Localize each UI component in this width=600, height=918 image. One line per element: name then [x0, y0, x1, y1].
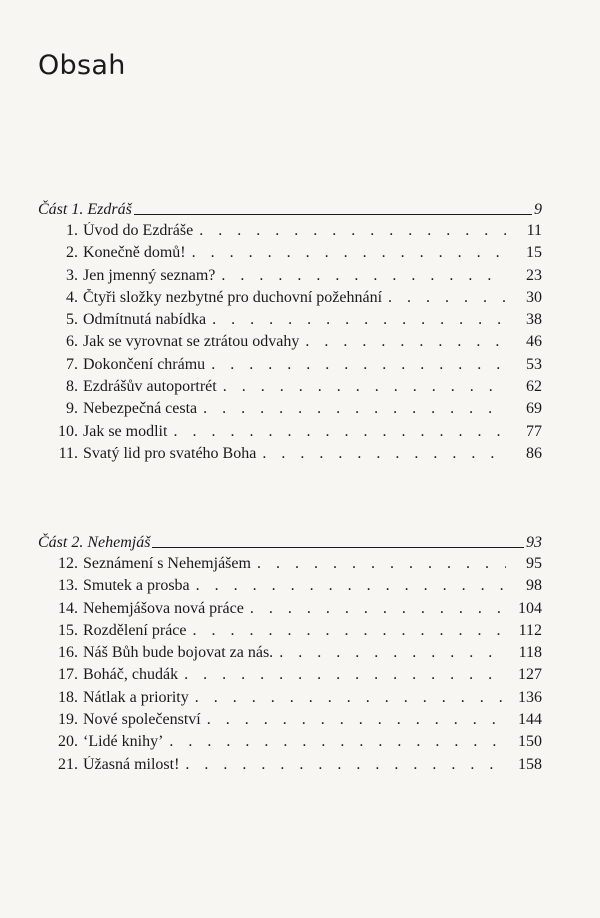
heading-rule [152, 547, 524, 548]
entry-page: 127 [518, 666, 542, 684]
toc-entries [38, 222, 542, 467]
entry-number: 15. [58, 621, 78, 639]
toc-part-1 [38, 197, 542, 467]
entry-title: Nové společenství [83, 711, 201, 729]
entry-number: 13. [58, 577, 78, 595]
entry-number: 9. [66, 400, 78, 418]
part-heading [38, 530, 542, 552]
entry-page: 46 [526, 333, 542, 351]
entry-title: ‘Lidé knihy’ [83, 733, 164, 751]
entry-title: Svatý lid pro svatého Boha [83, 444, 257, 462]
entry-title: Dokončení chrámu [83, 355, 206, 373]
dot-leader [212, 311, 506, 329]
dot-leader [257, 555, 506, 573]
entry-title: Ezdrášův autoportrét [83, 378, 217, 396]
toc-entry [38, 333, 542, 355]
entry-page: 11 [526, 222, 542, 239]
entry-page: 144 [518, 711, 542, 729]
entry-number: 10. [58, 422, 78, 440]
entry-page: 118 [518, 644, 542, 662]
part-page-number: 9 [534, 201, 542, 218]
entry-number: 17. [58, 666, 78, 684]
toc-entry [38, 756, 542, 778]
entry-title: Smutek a prosba [83, 577, 190, 595]
dot-leader [279, 644, 506, 662]
part-heading [38, 197, 542, 219]
dot-leader [221, 267, 506, 285]
entry-page: 38 [526, 311, 542, 329]
toc-entry [38, 689, 542, 711]
entry-page: 23 [526, 266, 542, 284]
toc-entry [38, 445, 542, 467]
entry-title: Úvod do Ezdráše [83, 222, 194, 239]
entry-number: 19. [58, 711, 78, 729]
entry-page: 158 [518, 755, 542, 773]
entry-title: Jak se modlit [83, 422, 168, 440]
toc-entry [38, 311, 542, 333]
entry-page: 95 [526, 555, 542, 572]
dot-leader [193, 622, 507, 640]
toc-entry [38, 711, 542, 733]
entry-page: 30 [526, 288, 542, 306]
entry-page: 15 [526, 244, 542, 262]
entry-page: 136 [518, 688, 542, 706]
entry-title: Rozdělení práce [83, 621, 187, 639]
dot-leader [262, 445, 506, 463]
toc-entry [38, 622, 542, 644]
dot-leader [207, 711, 506, 729]
entry-title: Boháč, chudák [83, 666, 179, 684]
page-title: Obsah [38, 50, 126, 81]
toc-part-2 [38, 530, 542, 778]
entry-page: 98 [526, 577, 542, 595]
dot-leader [173, 423, 506, 441]
toc-entry [38, 423, 542, 445]
entry-title: Jak se vyrovnat se ztrátou odvahy [83, 333, 300, 351]
entry-page: 53 [526, 355, 542, 373]
toc-entry [38, 289, 542, 311]
toc-entry [38, 577, 542, 599]
entry-page: 86 [526, 444, 542, 462]
entry-number: 7. [66, 355, 78, 373]
entry-page: 112 [518, 621, 542, 639]
toc-entry [38, 222, 542, 244]
toc-entry [38, 267, 542, 289]
entry-number: 21. [58, 755, 78, 773]
entry-title: Odmítnutá nabídka [83, 311, 207, 329]
dot-leader [203, 400, 506, 418]
entry-page: 104 [518, 599, 542, 617]
entry-number: 5. [66, 311, 78, 329]
entry-title: Seznámení s Nehemjášem [83, 555, 251, 572]
entry-title: Úžasná milost! [83, 755, 180, 773]
entry-page: 62 [526, 378, 542, 396]
entry-number: 12. [58, 555, 78, 572]
dot-leader [388, 289, 506, 307]
entry-number: 11. [58, 444, 78, 462]
entry-number: 20. [58, 733, 78, 751]
entry-title: Jen jmenný seznam? [83, 266, 216, 284]
entry-title: Nebezpečná cesta [83, 400, 198, 418]
toc-entry [38, 666, 542, 688]
heading-rule [134, 214, 532, 215]
entry-number: 14. [58, 599, 78, 617]
dot-leader [195, 689, 506, 707]
entry-number: 16. [58, 644, 78, 662]
part-page-number: 93 [526, 534, 542, 551]
entry-page: 150 [518, 733, 542, 751]
entry-title: Nátlak a priority [83, 688, 189, 706]
toc-entry [38, 400, 542, 422]
entry-number: 18. [58, 688, 78, 706]
entry-number: 1. [66, 222, 78, 239]
part-title: Část 1. Ezdráš [38, 201, 132, 218]
part-title: Část 2. Nehemjáš [38, 534, 151, 551]
toc-entry [38, 378, 542, 400]
toc-entry [38, 555, 542, 577]
dot-leader [305, 333, 506, 351]
entry-title: Nehemjášova nová práce [83, 599, 244, 617]
entry-number: 6. [66, 333, 78, 351]
dot-leader [169, 733, 506, 751]
dot-leader [196, 577, 506, 595]
dot-leader [250, 600, 506, 618]
dot-leader [211, 356, 506, 374]
entry-number: 2. [66, 244, 78, 262]
entry-title: Konečně domů! [83, 244, 186, 262]
dot-leader [185, 756, 506, 774]
entry-number: 3. [66, 266, 78, 284]
entry-title: Náš Bůh bude bojovat za nás. [83, 644, 274, 662]
toc-entry [38, 644, 542, 666]
toc-entry [38, 733, 542, 755]
toc-entry [38, 356, 542, 378]
entry-page: 69 [526, 400, 542, 418]
dot-leader [192, 244, 506, 262]
entry-number: 4. [66, 288, 78, 306]
dot-leader [223, 378, 506, 396]
entry-number: 8. [66, 378, 78, 396]
entry-title: Čtyři složky nezbytné pro duchovní požehnání [83, 288, 383, 306]
toc-entry [38, 600, 542, 622]
dot-leader [199, 222, 506, 240]
dot-leader [184, 666, 506, 684]
toc-entries [38, 555, 542, 778]
toc-entry [38, 244, 542, 266]
entry-page: 77 [526, 422, 542, 440]
